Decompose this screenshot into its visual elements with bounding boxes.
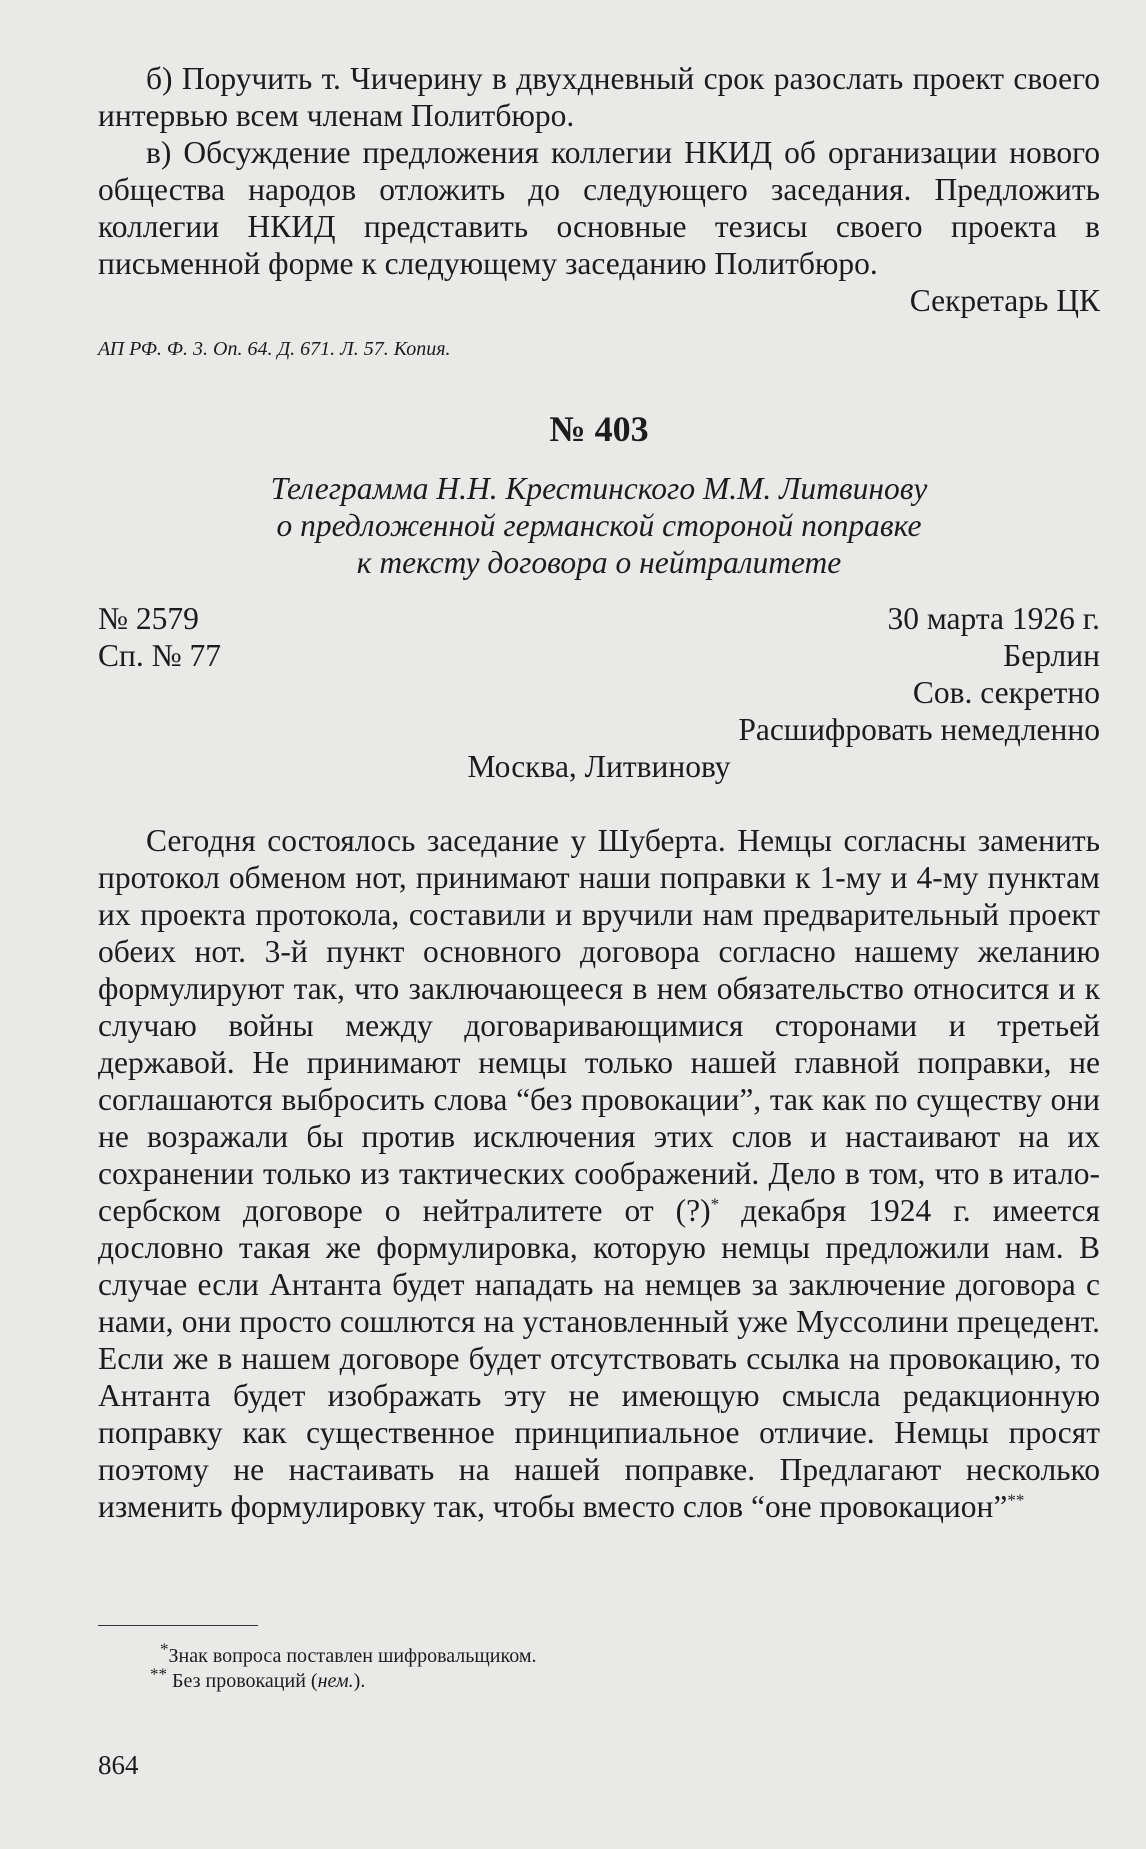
copy-number: Сп. № 77 <box>98 638 222 673</box>
resolution-point-b: б) Поручить т. Чичерину в двухдневный срок разослать проект своего интервью всем членам Политбюро. <box>98 61 1100 133</box>
archive-source <box>98 338 1100 361</box>
footnotes <box>98 1639 1100 1694</box>
signature: Секретарь ЦК <box>909 283 1100 318</box>
registration-number: № 2579 <box>98 601 199 636</box>
document-title <box>98 470 1100 581</box>
telegram-text-part-2: декабря 1924 г. имеется дословно такая же формулировка, которую немцы предложили нам. В случае если Антанта будет нападать на немцев за заключение договора с нами, они просто сошлются на установленный уже Муссолини прецедент. Если же в нашем договоре будет отсутствовать ссылка на провокацию, то Антанта будет изображать эту не имеющую смысла редакционную поправку как существенное принципиальное отличие. Немцы просят поэтому не настаивать на нашей поправке. Предлагают несколько изменить формулировку так, чтобы вместо слов “оне провокацион” <box>98 1193 1100 1524</box>
place-of-origin: Берлин <box>1003 638 1100 673</box>
footnote-ref-2: ** <box>1007 1490 1025 1510</box>
page-number: 864 <box>98 1750 139 1780</box>
footnote-1-mark: * <box>160 1639 169 1659</box>
telegram-date: 30 марта 1926 г. <box>887 601 1100 636</box>
title-line-3: к тексту договора о нейтралитете <box>356 545 842 580</box>
preceding-document-tail <box>98 60 1100 319</box>
header-row-copy-place <box>98 637 1100 674</box>
footnote-2 <box>98 1664 1100 1694</box>
addressee: Москва, Литвинову <box>467 749 731 784</box>
footnote-divider <box>98 1625 258 1626</box>
telegram-body <box>98 822 1100 1525</box>
resolution-point-v: в) Обсуждение предложения коллегии НКИД об организации нового общества народов отложить до следующего заседания. Предложить коллегии НКИД представить основные тезисы своего проекта в письменной форме к следующему заседанию Политбюро. <box>98 135 1100 281</box>
footnote-2-italic: нем. <box>317 1670 354 1692</box>
document-number: № 403 <box>549 409 649 449</box>
document-number-block <box>98 408 1100 450</box>
footnote-2-end: ). <box>353 1670 366 1692</box>
telegram-text-part-1: Сегодня состоялось заседание у Шуберта. Немцы согласны заменить протокол обменом нот, принимают наши поправки к 1-му и 4-му пунктам их проекта протокола, составили и вручили нам предварительный проект обеих нот. 3-й пункт основного договора согласно нашему желанию формулируют так, что заключающееся в нем обязательство относится и к случаю войны между договаривающимися сторонами и третьей державой. Не принимают немцы только нашей главной поправки, не соглашаются выбросить слова “без провокации”, так как по существу они не возражали бы против исключения этих слов и настаивают на их сохранении только из тактических соображений. Дело в том, что в итало-сербском договоре о нейтралитете от (?) <box>98 823 1100 1228</box>
telegram-header <box>98 600 1100 785</box>
footnote-2-mark: ** <box>150 1664 167 1684</box>
title-line-1: Телеграмма Н.Н. Крестинского М.М. Литвинову <box>270 471 928 506</box>
footnote-2-text: Без провокаций ( <box>172 1670 318 1692</box>
telegram-text <box>98 822 1100 1525</box>
decrypt-instruction: Расшифровать немедленно <box>738 712 1100 747</box>
header-row-number-date <box>98 600 1100 637</box>
classification: Сов. секретно <box>912 675 1100 710</box>
archive-reference: АП РФ. Ф. 3. Оп. 64. Д. 671. Л. 57. Копия. <box>98 338 451 360</box>
footnote-ref-1: * <box>710 1194 720 1214</box>
footnote-1-text: Знак вопроса поставлен шифровальщиком. <box>168 1645 537 1667</box>
title-line-2: о предложенной германской стороной поправке <box>276 508 922 543</box>
footnote-1 <box>98 1639 1100 1669</box>
